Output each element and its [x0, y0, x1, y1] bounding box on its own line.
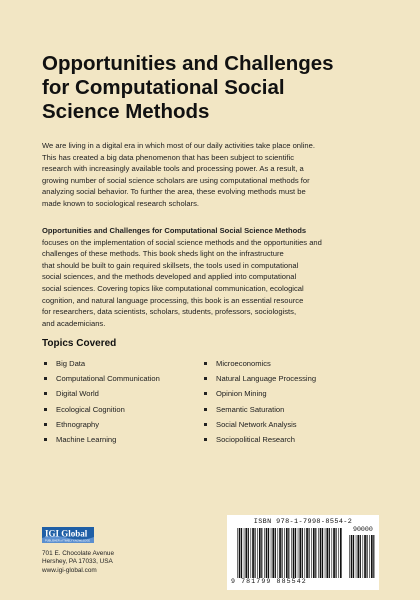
topic-item: Big Data	[44, 359, 214, 374]
topics-heading: Topics Covered	[42, 338, 117, 349]
barcode-bar	[259, 528, 261, 578]
barcode-bar	[329, 528, 330, 578]
ean-barcode	[237, 528, 342, 578]
barcode-bar	[322, 528, 323, 578]
svg-text:PUBLISHER of TIMELY KNOWLEDGE: PUBLISHER of TIMELY KNOWLEDGE	[45, 539, 90, 543]
intro-paragraph	[42, 140, 387, 210]
barcode-bar	[245, 528, 247, 578]
barcode-bar	[306, 528, 308, 578]
bullet-icon	[204, 438, 207, 441]
barcode-bar	[244, 528, 245, 578]
barcode-bar	[320, 528, 322, 578]
barcode-bar	[302, 528, 303, 578]
description-line: challenges of these methods. This book sheds light on the infrastructure	[42, 249, 284, 259]
barcode-bar	[239, 528, 241, 578]
intro-line: We are living in a digital era in which most of our daily activities take place online.	[42, 141, 315, 150]
barcode-bar	[363, 535, 364, 578]
barcode-bar	[369, 535, 370, 578]
intro-line: analyzing social behavior. To further the area, these evolving methods must be	[42, 187, 306, 197]
price-barcode	[349, 535, 375, 578]
topic-item: Natural Language Processing	[204, 374, 374, 389]
barcode-bar	[251, 528, 252, 578]
svg-text:IGI Global: IGI Global	[45, 528, 88, 539]
bullet-icon	[204, 392, 207, 395]
barcode-bar	[356, 535, 357, 578]
topic-item: Social Network Analysis	[204, 420, 374, 435]
description-line: cognition, and natural language processing, this book is an essential resource	[42, 295, 304, 305]
barcode-bar	[266, 528, 268, 578]
barcode-bar	[336, 528, 337, 578]
barcode-bar	[357, 535, 359, 578]
barcode-bar	[286, 528, 288, 578]
description-line: and academicians.	[42, 318, 106, 328]
description-line: focuses on the implementation of social science methods and the opportunities and	[42, 237, 322, 247]
igi-global-logo	[42, 527, 94, 543]
barcode-bar	[373, 535, 374, 578]
bullet-icon	[44, 392, 47, 395]
topic-item: Sociopolitical Research	[204, 435, 374, 450]
barcode-bar	[318, 528, 319, 578]
barcode-bar	[278, 528, 279, 578]
description-line: that should be built to gain required skillsets, the tools used in computational	[42, 260, 299, 270]
barcode-bar	[237, 528, 238, 578]
barcode-bar	[299, 528, 301, 578]
barcode-bar	[305, 528, 306, 578]
barcode-bar	[315, 528, 316, 578]
barcode-bar	[252, 528, 254, 578]
barcode-bar	[291, 528, 292, 578]
topic-item: Semantic Saturation	[204, 405, 374, 420]
barcode-bar	[271, 528, 272, 578]
description-book-title: Opportunities and Challenges for Computational Social Science Methods	[42, 226, 307, 235]
barcode-bar	[282, 528, 283, 578]
barcode-bar	[364, 535, 366, 578]
title-line: Science Methods	[42, 100, 210, 123]
description-line: social sciences. Covering topics like computational communication, ecological	[42, 283, 304, 293]
intro-line: This has created a big data phenomenon that has been subject to scientific	[42, 152, 295, 162]
bullet-icon	[204, 408, 207, 411]
barcode-bar	[275, 528, 276, 578]
barcode-bar	[298, 528, 299, 578]
topic-item: Ecological Cognition	[44, 405, 214, 420]
barcode-bar	[255, 528, 256, 578]
barcode-bar	[351, 535, 353, 578]
barcode-bar	[264, 528, 265, 578]
bullet-icon	[44, 408, 47, 411]
barcode-bar	[340, 528, 342, 578]
title-line: for Computational Social	[42, 76, 285, 99]
barcode-bar	[333, 528, 335, 578]
barcode-bar	[349, 535, 350, 578]
topic-item: Computational Communication	[44, 374, 214, 389]
publisher-address	[42, 550, 172, 575]
isbn-digits: 9 781799 885542	[231, 578, 307, 585]
topic-item: Opinion Mining	[204, 389, 374, 404]
barcode-bar	[261, 528, 262, 578]
isbn-barcode-box	[227, 515, 379, 590]
barcode-bar	[371, 535, 373, 578]
barcode-bar	[326, 528, 328, 578]
barcode-bar	[293, 528, 295, 578]
description-line: for researchers, data scientists, scholars, students, professors, sociologists,	[42, 307, 297, 317]
barcode-bar	[288, 528, 289, 578]
barcode-bar	[272, 528, 274, 578]
barcode-bar	[360, 535, 361, 578]
publisher-website: www.igi-global.com	[42, 566, 97, 574]
barcode-bar	[295, 528, 296, 578]
price-code: 90000	[353, 526, 373, 533]
isbn-label: ISBN 978-1-7998-8554-2	[253, 518, 353, 526]
topic-item: Ethnography	[44, 420, 214, 435]
topic-item: Machine Learning	[44, 435, 214, 450]
description-line: social sciences, and the methods developed and applied into computational	[42, 272, 297, 282]
address-line: Hershey, PA 17033, USA	[42, 558, 113, 566]
barcode-bar	[313, 528, 315, 578]
description-paragraph	[42, 225, 387, 329]
topics-list-left	[44, 359, 214, 450]
barcode-bar	[309, 528, 310, 578]
barcode-bar	[268, 528, 269, 578]
barcode-bar	[248, 528, 249, 578]
barcode-bar	[332, 528, 333, 578]
topics-list-right	[204, 359, 374, 450]
bullet-icon	[204, 423, 207, 426]
bullet-icon	[44, 423, 47, 426]
barcode-bar	[325, 528, 326, 578]
title-line: Opportunities and Challenges	[42, 52, 334, 75]
barcode-bar	[353, 535, 354, 578]
intro-line: growing number of social science scholars are using computational methods for	[42, 175, 310, 185]
barcode-bar	[338, 528, 339, 578]
book-title	[42, 52, 382, 124]
topic-item: Digital World	[44, 389, 214, 404]
barcode-bar	[284, 528, 285, 578]
bullet-icon	[44, 377, 47, 380]
barcode-bar	[257, 528, 258, 578]
barcode-bar	[279, 528, 281, 578]
bullet-icon	[204, 362, 207, 365]
barcode-bar	[241, 528, 242, 578]
barcode-bar	[311, 528, 312, 578]
intro-line: research with increasingly available tools and processing power. As a result, a	[42, 164, 304, 174]
barcode-bar	[367, 535, 368, 578]
intro-line: made known to sociological research scholars.	[42, 198, 200, 208]
topic-item: Microeconomics	[204, 359, 374, 374]
bullet-icon	[44, 438, 47, 441]
address-line: 701 E. Chocolate Avenue	[42, 550, 115, 557]
bullet-icon	[44, 362, 47, 365]
bullet-icon	[204, 377, 207, 380]
